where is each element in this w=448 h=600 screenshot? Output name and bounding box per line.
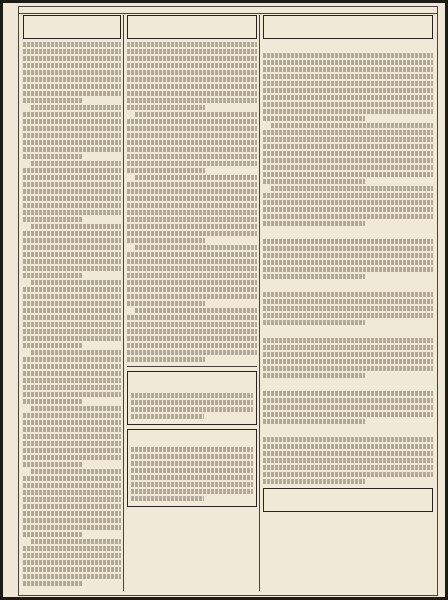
notice-title (131, 375, 253, 391)
column-3-text (263, 53, 433, 226)
bottom-title (267, 492, 429, 508)
masthead-tag (189, 7, 269, 13)
column-3-heading (263, 15, 433, 39)
column-3 (263, 15, 433, 591)
section-heading-4 (263, 380, 433, 389)
notice-box (127, 371, 257, 425)
advert-box (127, 429, 257, 507)
advert-title (131, 433, 253, 445)
column-2-rule (127, 366, 257, 367)
section-heading-5 (263, 426, 433, 435)
section-heading-3 (263, 327, 433, 336)
column-2-text (127, 42, 257, 362)
notice-text (131, 393, 253, 419)
section-2-text (263, 292, 433, 325)
column-2 (127, 15, 257, 591)
section-3-text (263, 338, 433, 378)
column-1-text (23, 42, 121, 586)
section-1-text (263, 239, 433, 279)
column-2-heading (127, 15, 257, 39)
newspaper-sheet (18, 6, 438, 596)
section-heading-1 (263, 228, 433, 237)
column-3-subhead (263, 42, 433, 51)
advert-text (131, 447, 253, 501)
column-1 (23, 15, 121, 591)
column-1-heading (23, 15, 121, 39)
column-divider-2 (259, 15, 260, 591)
column-divider-1 (123, 15, 124, 591)
section-4-text (263, 391, 433, 424)
bottom-advert-box (263, 488, 433, 512)
section-heading-2 (263, 281, 433, 290)
section-5-text (263, 437, 433, 484)
